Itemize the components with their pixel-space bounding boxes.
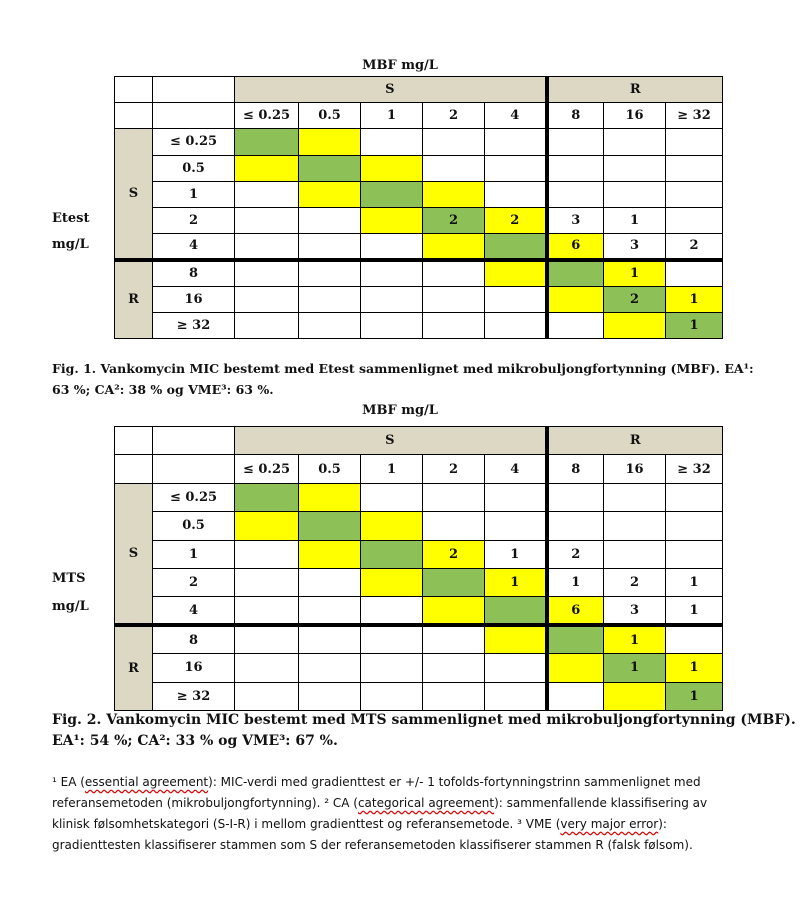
data-cell xyxy=(361,286,423,312)
data-cell xyxy=(547,512,604,540)
data-cell: 2 xyxy=(423,540,485,568)
data-cell xyxy=(423,483,485,511)
data-cell xyxy=(547,129,604,155)
data-cell xyxy=(485,234,547,260)
data-cell xyxy=(235,312,299,338)
data-cell xyxy=(423,260,485,286)
data-cell xyxy=(423,654,485,682)
data-cell xyxy=(485,129,547,155)
data-cell xyxy=(235,155,299,181)
data-cell: 1 xyxy=(547,568,604,596)
data-cell xyxy=(361,129,423,155)
row-label: ≤ 0.25 xyxy=(153,129,235,155)
data-cell xyxy=(666,483,723,511)
empty-cell xyxy=(153,427,235,455)
data-cell xyxy=(299,312,361,338)
col-label: 8 xyxy=(547,103,604,129)
data-cell xyxy=(235,512,299,540)
empty-cell xyxy=(153,103,235,129)
data-cell: 6 xyxy=(547,234,604,260)
empty-cell xyxy=(153,455,235,483)
data-cell: 1 xyxy=(604,207,666,233)
col-label: 4 xyxy=(485,103,547,129)
col-label: 0.5 xyxy=(299,455,361,483)
data-cell xyxy=(423,568,485,596)
data-cell: 1 xyxy=(666,597,723,625)
data-cell xyxy=(604,155,666,181)
col-label: ≤ 0.25 xyxy=(235,455,299,483)
col-label: ≥ 32 xyxy=(666,103,723,129)
data-cell xyxy=(485,654,547,682)
col-label: ≤ 0.25 xyxy=(235,103,299,129)
fig1-row-axis-label-2: mg/L xyxy=(52,237,89,252)
empty-cell xyxy=(115,77,153,103)
data-cell xyxy=(423,625,485,653)
data-cell xyxy=(235,540,299,568)
data-cell xyxy=(235,625,299,653)
data-cell xyxy=(423,286,485,312)
fig1-caption: Fig. 1. Vankomycin MIC bestemt med Etest sammenlignet med mikrobuljongfortynning (MBF). EA¹: 63 %; CA²: 38 % og VME³: 63 %. xyxy=(52,361,754,397)
data-cell xyxy=(666,625,723,653)
row-label: 8 xyxy=(153,625,235,653)
col-label: 16 xyxy=(604,455,666,483)
data-cell xyxy=(235,260,299,286)
data-cell xyxy=(485,512,547,540)
row-label: 0.5 xyxy=(153,512,235,540)
row-group-S: S xyxy=(115,483,153,625)
data-cell xyxy=(485,483,547,511)
data-cell: 2 xyxy=(604,568,666,596)
data-cell xyxy=(485,312,547,338)
data-cell xyxy=(299,540,361,568)
data-cell xyxy=(423,181,485,207)
data-cell xyxy=(299,568,361,596)
data-cell xyxy=(604,512,666,540)
col-label: 16 xyxy=(604,103,666,129)
footnote-line-3: klinisk følsomhetskategori (S-I-R) i mellom gradienttest og referansemetode. ³ VME (very major error): xyxy=(52,817,667,831)
data-cell xyxy=(666,155,723,181)
data-cell xyxy=(547,260,604,286)
fig2-table xyxy=(114,426,723,711)
fig1-title: MBF mg/L xyxy=(362,58,438,73)
data-cell xyxy=(485,260,547,286)
data-cell xyxy=(361,260,423,286)
data-cell: 1 xyxy=(604,654,666,682)
col-label: 0.5 xyxy=(299,103,361,129)
data-cell xyxy=(235,483,299,511)
data-cell xyxy=(604,540,666,568)
data-cell xyxy=(361,207,423,233)
data-cell: 3 xyxy=(604,597,666,625)
data-cell xyxy=(299,207,361,233)
data-cell: 1 xyxy=(666,568,723,596)
col-label: 1 xyxy=(361,455,423,483)
col-group-S: S xyxy=(235,77,547,103)
data-cell xyxy=(485,682,547,710)
data-cell xyxy=(361,654,423,682)
col-label: 8 xyxy=(547,455,604,483)
data-cell xyxy=(547,312,604,338)
empty-cell xyxy=(115,455,153,483)
data-cell xyxy=(361,682,423,710)
data-cell xyxy=(666,512,723,540)
data-cell xyxy=(547,286,604,312)
data-cell xyxy=(299,181,361,207)
fig1-table xyxy=(114,76,723,339)
row-group-R: R xyxy=(115,625,153,710)
data-cell xyxy=(299,512,361,540)
fig2-row-axis-label-1: MTS xyxy=(52,571,86,586)
data-cell xyxy=(604,129,666,155)
data-cell xyxy=(423,597,485,625)
row-label: 4 xyxy=(153,597,235,625)
data-cell: 1 xyxy=(485,568,547,596)
col-label: 4 xyxy=(485,455,547,483)
data-cell: 3 xyxy=(547,207,604,233)
row-label: 8 xyxy=(153,260,235,286)
row-group-R: R xyxy=(115,260,153,339)
data-cell: 1 xyxy=(666,312,723,338)
col-group-R: R xyxy=(547,77,723,103)
data-cell: 2 xyxy=(423,207,485,233)
data-cell xyxy=(547,155,604,181)
footnote-line-2: referansemetoden (mikrobuljongfortynning). ² CA (categorical agreement): sammenfallende klassifisering av xyxy=(52,796,708,810)
data-cell: 2 xyxy=(547,540,604,568)
col-label: 2 xyxy=(423,103,485,129)
row-group-S: S xyxy=(115,129,153,260)
data-cell: 6 xyxy=(547,597,604,625)
data-cell xyxy=(423,312,485,338)
data-cell xyxy=(361,234,423,260)
data-cell xyxy=(547,483,604,511)
fig2-title: MBF mg/L xyxy=(362,403,438,418)
col-label: 2 xyxy=(423,455,485,483)
data-cell xyxy=(299,260,361,286)
data-cell xyxy=(423,155,485,181)
data-cell xyxy=(604,483,666,511)
row-label: 2 xyxy=(153,207,235,233)
row-label: 1 xyxy=(153,540,235,568)
data-cell xyxy=(235,129,299,155)
data-cell xyxy=(361,625,423,653)
data-cell xyxy=(547,181,604,207)
fig2-caption-line2: EA¹: 54 %; CA²: 33 % og VME³: 67 %. xyxy=(52,733,338,749)
row-label: ≥ 32 xyxy=(153,312,235,338)
data-cell xyxy=(235,568,299,596)
data-cell xyxy=(361,568,423,596)
data-cell xyxy=(299,682,361,710)
data-cell xyxy=(361,540,423,568)
data-cell xyxy=(547,625,604,653)
data-cell xyxy=(361,155,423,181)
col-label: 1 xyxy=(361,103,423,129)
data-cell xyxy=(235,654,299,682)
data-cell xyxy=(604,181,666,207)
data-cell xyxy=(547,654,604,682)
row-label: 2 xyxy=(153,568,235,596)
data-cell xyxy=(361,512,423,540)
data-cell xyxy=(423,682,485,710)
data-cell: 2 xyxy=(485,207,547,233)
data-cell xyxy=(604,682,666,710)
fig2-row-axis-label-2: mg/L xyxy=(52,599,89,614)
data-cell xyxy=(485,155,547,181)
data-cell: 1 xyxy=(666,654,723,682)
data-cell xyxy=(361,181,423,207)
row-label: 4 xyxy=(153,234,235,260)
data-cell xyxy=(666,181,723,207)
data-cell xyxy=(299,483,361,511)
data-cell xyxy=(423,129,485,155)
fig2-caption-line1: Fig. 2. Vankomycin MIC bestemt med MTS sammenlignet med mikrobuljongfortynning (MBF). xyxy=(52,712,796,728)
data-cell xyxy=(666,540,723,568)
data-cell xyxy=(299,654,361,682)
data-cell xyxy=(235,234,299,260)
empty-cell xyxy=(153,77,235,103)
data-cell xyxy=(299,155,361,181)
data-cell xyxy=(235,286,299,312)
data-cell xyxy=(666,129,723,155)
data-cell xyxy=(485,625,547,653)
row-label: 16 xyxy=(153,286,235,312)
row-label: ≤ 0.25 xyxy=(153,483,235,511)
data-cell xyxy=(485,286,547,312)
data-cell: 1 xyxy=(666,286,723,312)
col-group-R: R xyxy=(547,427,723,455)
data-cell: 1 xyxy=(666,682,723,710)
footnote xyxy=(52,772,772,856)
data-cell: 2 xyxy=(666,234,723,260)
footnote-line-4: gradienttesten klassifiserer stammen som S der referansemetoden klassifiserer stammen R (falsk følsom). xyxy=(52,838,693,852)
data-cell xyxy=(299,286,361,312)
data-cell xyxy=(423,512,485,540)
footnote-line-1: ¹ EA (essential agreement): MIC-verdi med gradienttest er +/- 1 tofolds-fortynningstrinn sammenlignet med xyxy=(52,775,701,789)
data-cell xyxy=(235,597,299,625)
row-label: 16 xyxy=(153,654,235,682)
data-cell xyxy=(547,682,604,710)
data-cell: 3 xyxy=(604,234,666,260)
data-cell xyxy=(361,312,423,338)
data-cell xyxy=(666,260,723,286)
data-cell: 1 xyxy=(604,625,666,653)
empty-cell xyxy=(115,427,153,455)
data-cell xyxy=(235,682,299,710)
row-label: 0.5 xyxy=(153,155,235,181)
col-label: ≥ 32 xyxy=(666,455,723,483)
data-cell xyxy=(299,234,361,260)
data-cell xyxy=(423,234,485,260)
data-cell: 1 xyxy=(604,260,666,286)
data-cell xyxy=(299,625,361,653)
data-cell xyxy=(299,129,361,155)
data-cell xyxy=(235,207,299,233)
col-group-S: S xyxy=(235,427,547,455)
data-cell xyxy=(299,597,361,625)
row-label: ≥ 32 xyxy=(153,682,235,710)
data-cell xyxy=(235,181,299,207)
data-cell: 1 xyxy=(485,540,547,568)
data-cell xyxy=(361,597,423,625)
empty-cell xyxy=(115,103,153,129)
data-cell: 2 xyxy=(604,286,666,312)
fig1-row-axis-label-1: Etest xyxy=(52,211,90,226)
data-cell xyxy=(485,181,547,207)
data-cell xyxy=(361,483,423,511)
row-label: 1 xyxy=(153,181,235,207)
data-cell xyxy=(604,312,666,338)
data-cell xyxy=(485,597,547,625)
data-cell xyxy=(666,207,723,233)
